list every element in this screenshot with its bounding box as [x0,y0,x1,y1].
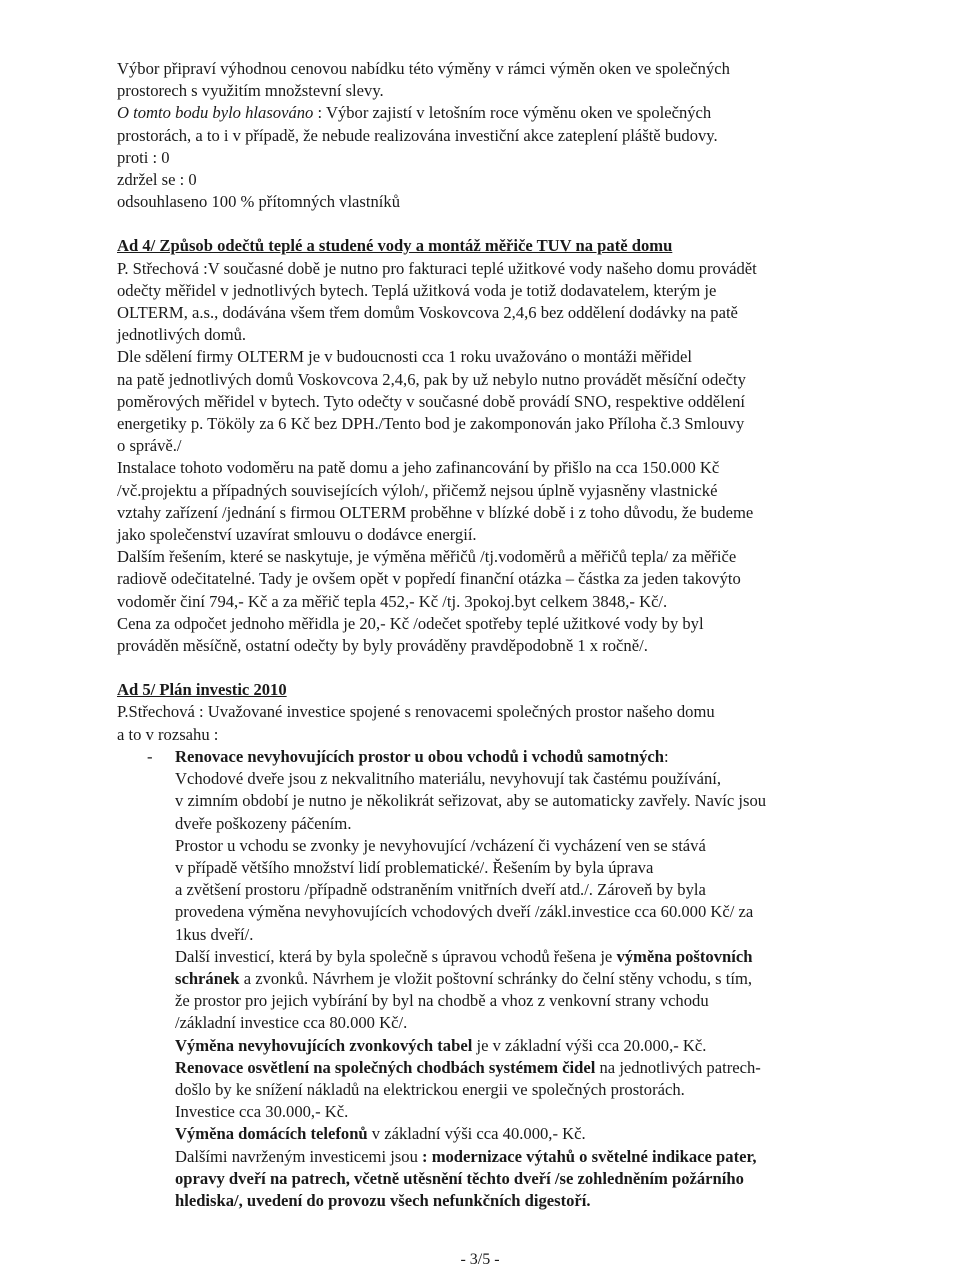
section-5-intro-2: a to v rozsahu : [117,724,219,744]
other-investments-line-2 [175,1168,867,1190]
other-investments-bold: : modernizace výtahů o světelné indikace pater, [422,1146,757,1166]
mailbox-line-4: /základní investice cca 80.000 Kč/. [175,1013,408,1033]
section-5-intro-1: P.Střechová : Uvažované investice spojené s renovacemi společných prostor našeho domu [117,702,715,722]
intro-line-3 [117,102,867,124]
section-4-line: Dle sdělení firmy OLTERM je v budoucnosti cca 1 roku uvažováno o montáži měřidel [117,347,692,367]
lighting-text: na jednotlivých patrech- [595,1057,761,1077]
doorbell-line [175,1035,867,1057]
mailbox-line-2 [175,968,867,990]
section-4-line: Dalším řešením, které se naskytuje, je výměna měřičů /tj.vodoměrů a měřičů tepla/ za měřiče [117,547,737,567]
item-paragraph-line: a zvětšení prostoru /případně odstraněním vnitřních dveří atd./. Zároveň by byla [175,880,706,900]
item-paragraph-line: provedena výměna nevyhovujících vchodových dveří /zákl.investice cca 60.000 Kč/ za [175,902,754,922]
section-4-line: Cena za odpočet jednoho měřidla je 20,- Kč /odečet spotřeby teplé užitkové vody by byl [117,613,704,633]
lighting-line-3: Investice cca 30.000,- Kč. [175,1102,349,1122]
vote-note: O tomto bodu bylo hlasováno [117,103,314,123]
mailbox-line-1 [175,946,867,968]
phone-line [175,1123,867,1145]
section-4-line: jednotlivých domů. [117,325,247,345]
document-page [117,58,867,1212]
intro-line-1: Výbor připraví výhodnou cenovou nabídku této výměny v rámci výměn oken ve společných [117,59,730,78]
item-title-suffix: : [663,746,669,766]
other-investments-line-1 [175,1146,867,1168]
other-investments-line-3 [175,1190,867,1212]
intro-line-3-rest: : Výbor zajistí v letošním roce výměnu oken ve společných [313,103,712,123]
section-4-line: OLTERM, a.s., dodávána všem třem domům Voskovcova 2,4,6 bez oddělení dodávky na patě [117,303,738,323]
mailbox-line-3: že prostor pro jejich vybírání by byl na chodbě a vhoz z venkovní strany vchodu [175,991,709,1011]
item-paragraph-line: v zimním období je nutno je několikrát seřizovat, aby se automaticky zavřely. Navíc jsou [175,791,767,811]
mailbox-text: Další investicí, která by byla společně s úpravou vchodů řešena je [175,946,617,966]
section-4-line: jako společenství uzavírat smlouvu o dodávce energií. [117,525,477,545]
item-title-line [175,746,867,768]
vote-against: proti : 0 [117,147,170,167]
section-4-line: prováděn měsíčně, ostatní odečty by byly prováděny pravděpodobně 1 x ročně/. [117,636,648,656]
other-investments-text: Dalšími navrženým investicemi jsou [175,1146,423,1166]
intro-line-4: prostorách, a to i v případě, že nebude realizována investiční akce zateplení pláště budovy. [117,125,718,145]
section-4-line: poměrových měřidel v bytech. Tyto odečty v současné době provádí SNO, respektive oddělení [117,391,746,411]
other-investments-bold-2: opravy dveří na patrech, včetně utěsnění těchto dveří /se zohledněním požárního [175,1168,744,1188]
list-dash: - [147,746,153,766]
intro-line-2: prostorech s využitím množstevní slevy. [117,81,384,101]
mailbox-text-2: a zvonků. Návrhem je vložit poštovní schránky do čelní stěny vchodu, s tím, [239,968,753,988]
section-4-line: Instalace tohoto vodoměru na patě domu a jeho zafinancování by přišlo na cca 150.000 Kč [117,458,720,478]
section-4-line: radiově odečitatelné. Tady je ovšem opět v popředí finanční otázka – částka za jeden takovýto [117,569,741,589]
section-4-heading: Ad 4/ Způsob odečtů teplé a studené vody a montáž měřiče TUV na patě domu [117,236,673,256]
item-paragraph-line: Vchodové dveře jsou z nekvalitního materiálu, nevyhovují tak častému používání, [175,769,722,789]
page-number: - 3/5 - [460,1251,500,1268]
investment-list-item [117,746,867,1212]
section-4-line: na patě jednotlivých domů Voskovcova 2,4,6, pak by už nebylo nutno provádět měsíční odečty [117,369,746,389]
item-paragraph-line: Prostor u vchodu se zvonky je nevyhovující /vcházení či vycházení ven se stává [175,835,706,855]
item-paragraph-line: 1kus dveří/. [175,924,254,944]
section-4-line: /vč.projektu a případných souvisejících výloh/, přičemž nejsou úplně vyjasněny vlastnické [117,480,718,500]
lighting-line-1 [175,1057,867,1079]
mailbox-bold: výměna poštovních [616,946,753,966]
vote-abstain: zdržel se : 0 [117,170,197,190]
doorbell-bold: Výměna nevyhovujících zvonkových tabel [175,1035,473,1055]
section-5-heading: Ad 5/ Plán investic 2010 [117,680,287,700]
other-investments-bold-3: hlediska/, uvedení do provozu všech nefunkčních digestoří. [175,1190,591,1210]
section-4-line: P. Střechová :V současné době je nutno pro fakturaci teplé užitkové vody našeho domu provádět [117,258,757,278]
section-4-line: odečty měřidel v jednotlivých bytech. Teplá užitková voda je totiž dodavatelem, kterým je [117,280,717,300]
lighting-bold: Renovace osvětlení na společných chodbách systémem čidel [175,1057,596,1077]
section-4-line: vodoměr činí 794,- Kč a za měřič tepla 452,- Kč /tj. 3pokoj.byt celkem 3848,- Kč/. [117,591,668,611]
item-paragraph-line: dveře poškozeny páčením. [175,813,352,833]
phone-bold: Výměna domácích telefonů [175,1124,368,1144]
phone-text: v základní výši cca 40.000,- Kč. [367,1124,586,1144]
section-4-line: o správě./ [117,436,182,456]
mailbox-bold-2: schránek [175,968,240,988]
section-4-line: vztahy zařízení /jednání s firmou OLTERM proběhne v blízké době i z toho důvodu, že budeme [117,502,754,522]
vote-approved: odsouhlaseno 100 % přítomných vlastníků [117,192,400,212]
section-4-line: energetiky p. Tököly za 6 Kč bez DPH./Tento bod je zakomponován jako Příloha č.3 Smlouvy [117,414,745,434]
doorbell-text: je v základní výši cca 20.000,- Kč. [472,1035,707,1055]
item-paragraph-line: v případě většího množství lidí problematické/. Řešením by byla úprava [175,857,654,877]
lighting-line-2: došlo by ke snížení nákladů na elektrickou energii ve společných prostorách. [175,1079,685,1099]
item-title: Renovace nevyhovujících prostor u obou vchodů i vchodů samotných [175,746,664,766]
